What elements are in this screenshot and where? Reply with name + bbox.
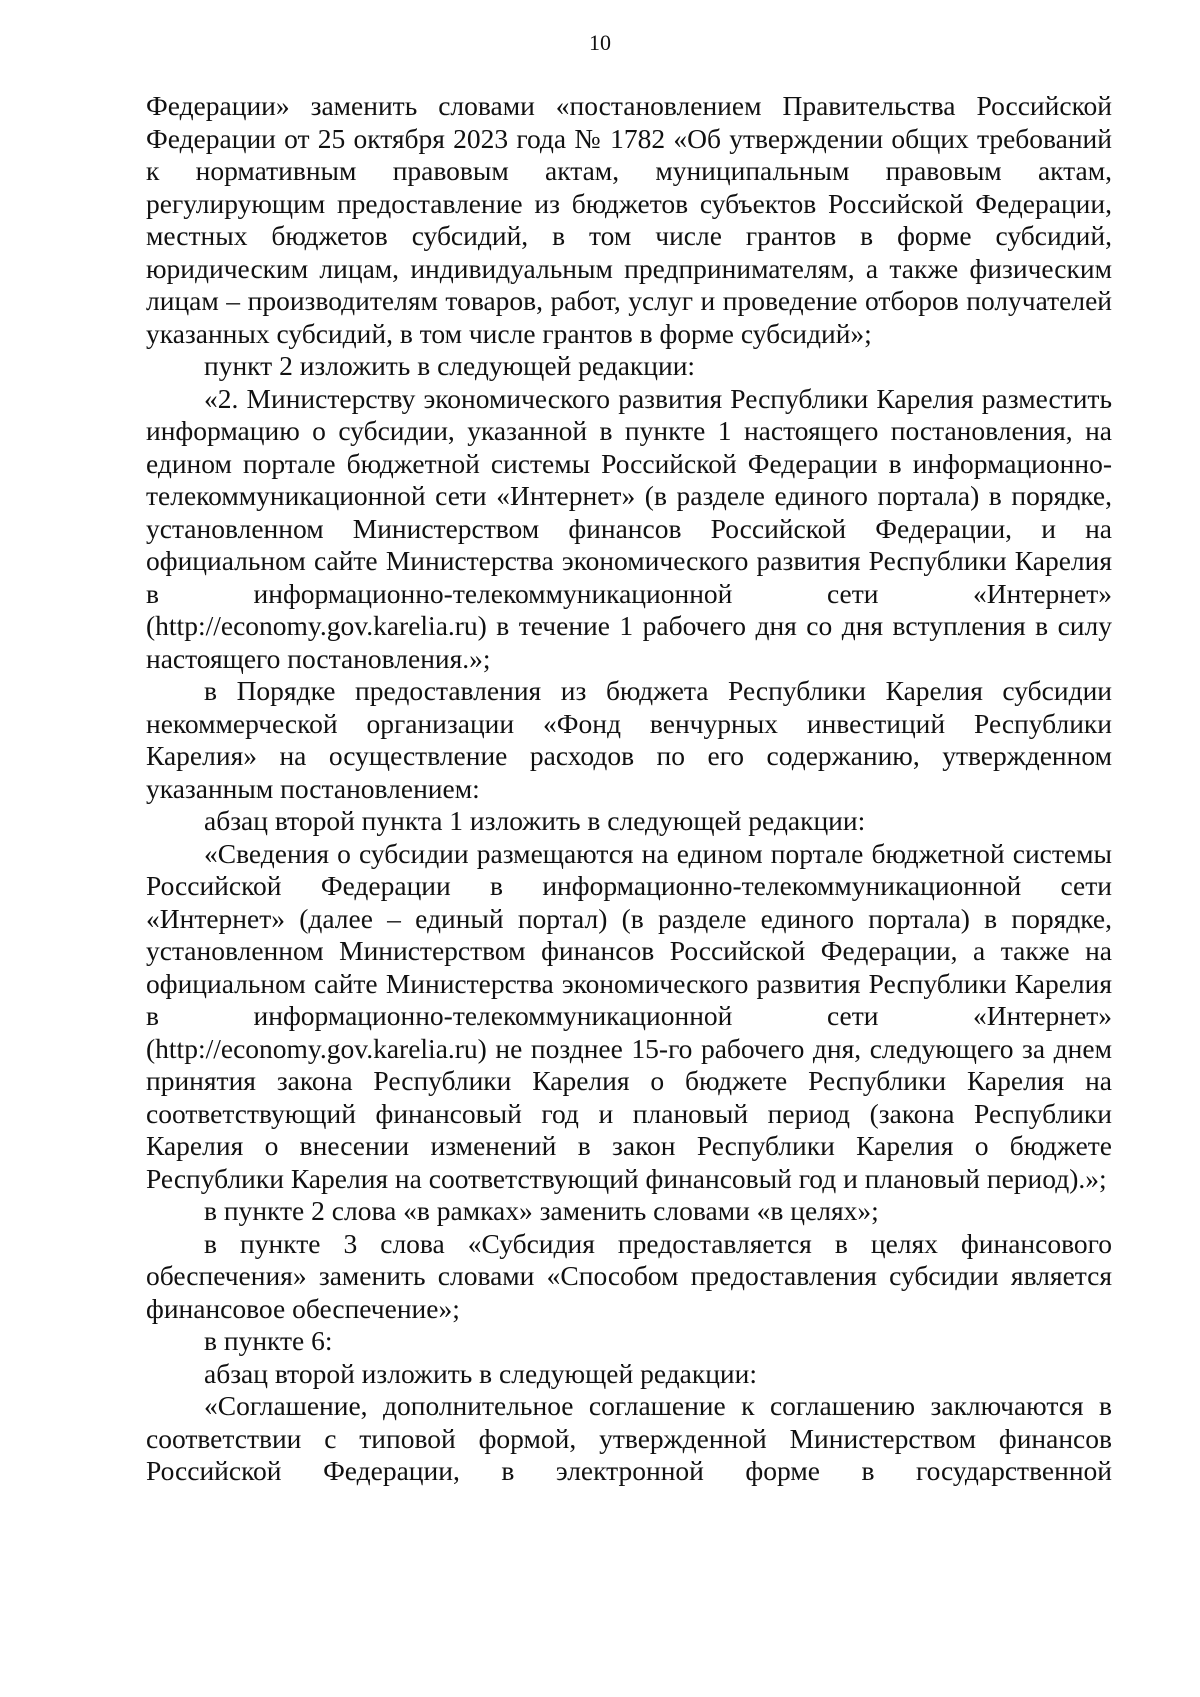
paragraph: «Сведения о субсидии размещаются на едином портале бюджетной системы Российской Федерации в информационно-телекоммуникационной сети «Интернет» (далее – единый портал) (в разделе единого портала) в порядке, установленном Министерством финансов Российской Федерации, а также на официальном сайте Министерства экономического развития Республики Карелия в информационно-телекоммуникационной сети «Интернет» (http://economy.gov.karelia.ru) не позднее 15-го рабочего дня, следующего за днем принятия закона Республики Карелия о бюджете Республики Карелия на соответствующий финансовый год и плановый период (закона Республики Карелия о внесении изменений в закон Республики Карелия о бюджете Республики Карелия на соответствующий финансовый год и плановый период).»;	[146, 837, 1112, 1194]
page-number: 10	[589, 30, 611, 55]
paragraph: абзац второй изложить в следующей редакции:	[204, 1357, 758, 1389]
paragraph: «2. Министерству экономического развития Республики Карелия разместить информацию о субсидии, указанной в пункте 1 настоящего постановления, на едином портале бюджетной системы Российской Федерации в информационно-телекоммуникационной сети «Интернет» (в разделе единого портала) в порядке, установленном Министерством финансов Российской Федерации, и на официальном сайте Министерства экономического развития Республики Карелия в информационно-телекоммуникационной сети «Интернет» (http://economy.gov.karelia.ru) в течение 1 рабочего дня со дня вступления в силу настоящего постановления.»;	[146, 382, 1112, 674]
document-body	[146, 90, 1112, 1488]
paragraph: в пункте 6:	[204, 1325, 333, 1356]
paragraph: пункт 2 изложить в следующей редакции:	[204, 350, 696, 381]
paragraph: в пункте 3 слова «Субсидия предоставляется в целях финансового обеспечения» заменить словами «Способом предоставления субсидии является финансовое обеспечение»;	[146, 1227, 1112, 1324]
paragraph-last: «Соглашение, дополнительное соглашение к соглашению заключаются в соответствии с типовой формой, утвержденной Министерством финансов Российской Федерации, в электронной форме в государственной	[146, 1390, 1112, 1486]
paragraph: в Порядке предоставления из бюджета Республики Карелия субсидии некоммерческой организации «Фонд венчурных инвестиций Республики Карелия» на осуществление расходов по его содержанию, утвержденном указанным постановлением:	[146, 675, 1112, 804]
paragraph: в пункте 2 слова «в рамках» заменить словами «в целях»;	[204, 1195, 879, 1226]
paragraph: абзац второй пункта 1 изложить в следующей редакции:	[204, 805, 866, 836]
paragraph: Федерации» заменить словами «постановлением Правительства Российской Федерации от 25 октября 2023 года № 1782 «Об утверждении общих требований к нормативным правовым актам, муниципальным правовым актам, регулирующим предоставление из бюджетов субъектов Российской Федерации, местных бюджетов субсидий, в том числе грантов в форме субсидий, юридическим лицам, индивидуальным предпринимателям, а также физическим лицам – производителям товаров, работ, услуг и проведение отборов получателей указанных субсидий, в том числе грантов в форме субсидий»;	[146, 90, 1112, 349]
